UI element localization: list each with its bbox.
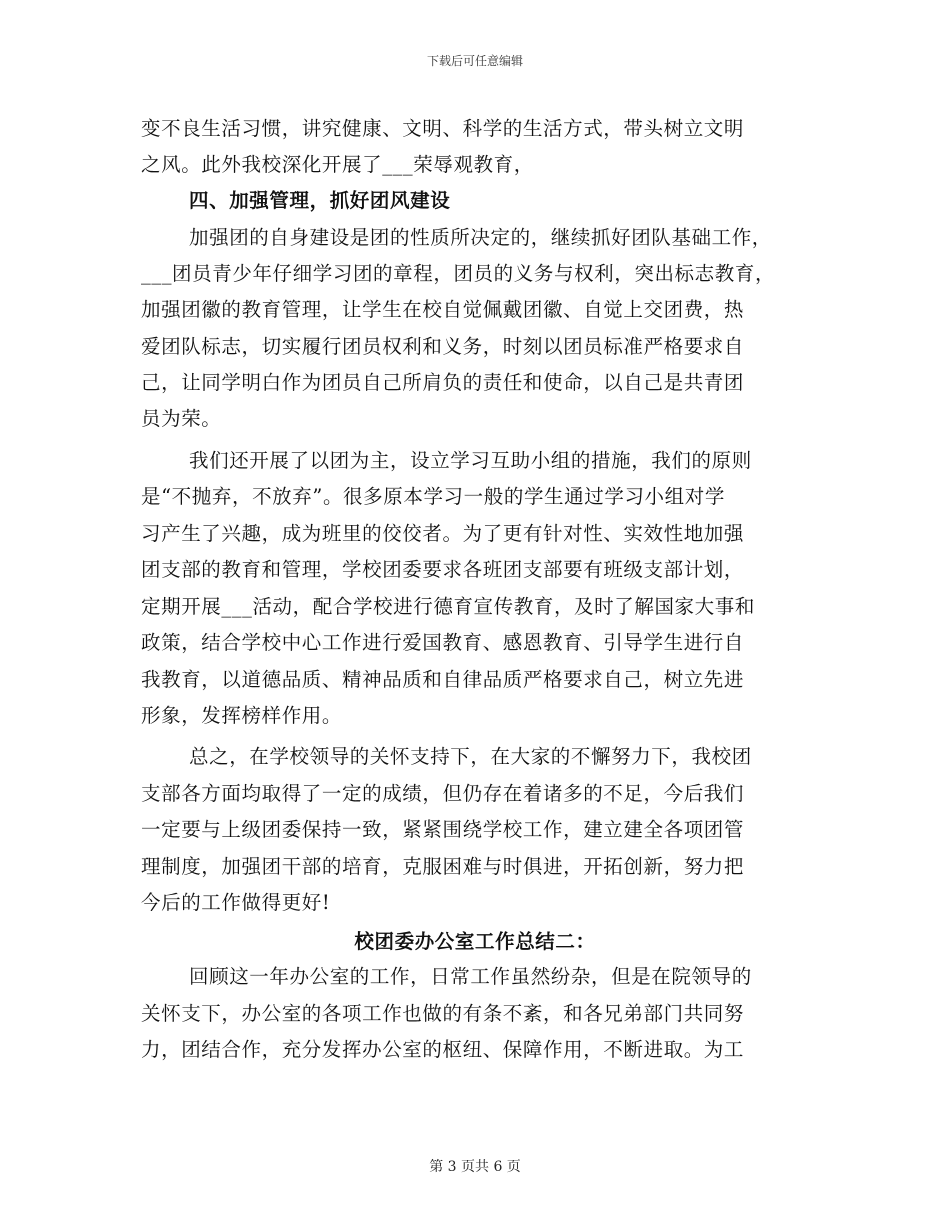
body-line: 我教育，以道德品质、精神品质和自律品质严格要求自己，树立先进 xyxy=(141,668,745,691)
body-line: 己，让同学明白作为团员自己所肩负的责任和使命，以自己是共青团 xyxy=(141,371,745,394)
body-line: 定期开展___活动，配合学校进行德育宣传教育，及时了解国家大事和 xyxy=(141,595,755,618)
body-line: 支部各方面均取得了一定的成绩，但仍存在着诸多的不足，今后我们 xyxy=(141,782,745,805)
body-line: 关怀支下，办公室的各项工作也做的有条不紊，和各兄弟部门共同努 xyxy=(141,1002,745,1025)
body-line: 今后的工作做得更好! xyxy=(141,891,331,914)
body-line: 我们还开展了以团为主，设立学习互助小组的措施，我们的原则 xyxy=(189,449,752,472)
body-line: 习产生了兴趣，成为班里的佼佼者。为了更有针对性、实效性地加强 xyxy=(141,522,745,545)
section-title: 校团委办公室工作总结二： xyxy=(354,930,596,953)
body-line: 形象，发挥榜样作用。 xyxy=(141,704,343,727)
page-header: 下载后可任意编辑 xyxy=(426,54,523,68)
body-line: 一定要与上级团委保持一致，紧紧围绕学校工作，建立建全各项团管 xyxy=(141,818,745,841)
body-line: 加强团徽的教育管理，让学生在校自觉佩戴团徽、自觉上交团费，热 xyxy=(141,298,745,321)
body-line: 政策，结合学校中心工作进行爱国教育、感恩教育、引导学生进行自 xyxy=(141,631,745,654)
body-line: 变不良生活习惯，讲究健康、文明、科学的生活方式，带头树立文明 xyxy=(141,117,745,140)
body-line: 之风。此外我校深化开展了___荣辱观教育， xyxy=(141,153,534,176)
section-heading: 四、加强管理，抓好团风建设 xyxy=(189,189,451,212)
body-line: 理制度，加强团干部的培育，克服困难与时俱进，开拓创新，努力把 xyxy=(141,855,745,878)
body-line: 加强团的自身建设是团的性质所决定的，继续抓好团队基础工作， xyxy=(189,226,772,249)
body-line: ___团员青少年仔细学习团的章程，团员的义务与权利，突出标志教育， xyxy=(141,262,776,285)
body-line: 是“不抛弃，不放弃”。很多原本学习一般的学生通过学习小组对学 xyxy=(141,485,725,508)
body-line: 回顾这一年办公室的工作，日常工作虽然纷杂，但是在院领导的 xyxy=(189,965,752,988)
body-line: 总之，在学校领导的关怀支持下，在大家的不懈努力下，我校团 xyxy=(189,745,752,768)
body-line: 力，团结合作，充分发挥办公室的枢纽、保障作用，不断进取。为工 xyxy=(141,1038,745,1061)
body-line: 爱团队标志，切实履行团员权利和义务，时刻以团员标准严格要求自 xyxy=(141,335,745,358)
body-line: 员为荣。 xyxy=(141,407,222,430)
page-footer: 第 3 页共 6 页 xyxy=(429,1159,521,1175)
body-line: 团支部的教育和管理，学校团委要求各班团支部要有班级支部计划， xyxy=(141,558,745,581)
